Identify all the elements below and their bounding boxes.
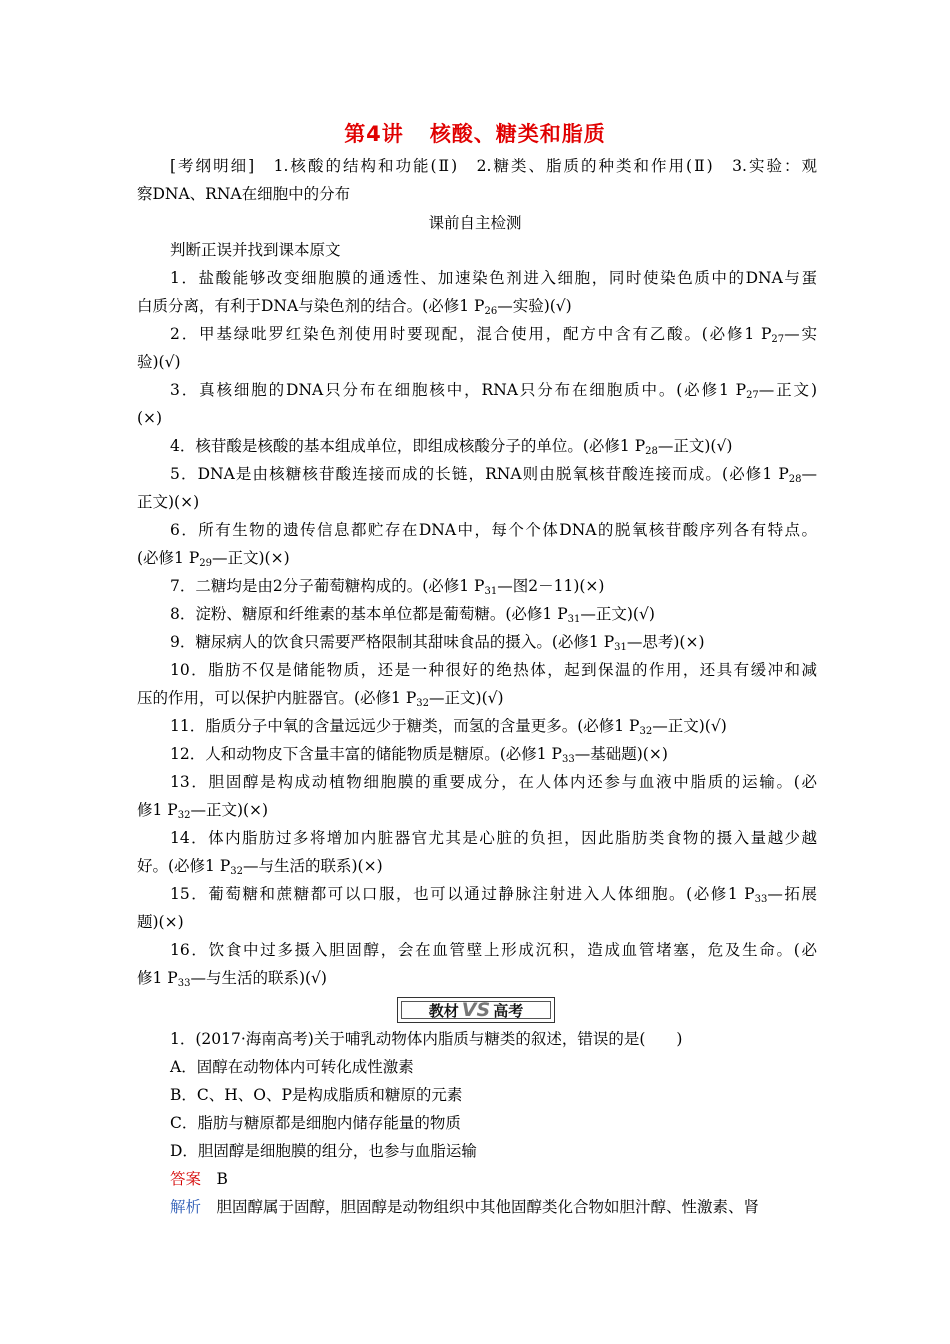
item-5-line-1: 5．DNA是由核糖核苷酸连接而成的长链，RNA则由脱氧核苷酸连接而成。(必修1 $P_{28}—$ <box>170 465 817 485</box>
option-c: C．脂肪与糖原都是细胞内储存能量的物质 <box>170 1114 461 1132</box>
analysis-label: 解析 <box>170 1198 202 1216</box>
answer-value: B <box>216 1170 228 1188</box>
lecture-number: 第4讲 <box>344 122 404 146</box>
item-12-line-1: 12．人和动物皮下含量丰富的储能物质是糖原。(必修1 $P_{33}—$基础题)(×) <box>170 745 668 765</box>
analysis-line <box>170 1197 817 1217</box>
answer-line <box>170 1169 817 1189</box>
item-9-line-1: 9．糖尿病人的饮食只需要严格限制其甜味食品的摄入。(必修1 $P_{31}—$思考)(×) <box>170 633 705 653</box>
item-11-line-1: 11．脂质分子中氧的含量远远少于糖类，而氢的含量更多。(必修1 $P_{32}—$正文)(√) <box>170 717 727 737</box>
subsection-title: 判断正误并找到课本原文 <box>170 241 341 259</box>
question-stem: 1．(2017·海南高考)关于哺乳动物体内脂质与糖类的叙述，错误的是( ) <box>170 1030 683 1048</box>
outline-line-2: 察DNA、RNA在细胞中的分布 <box>137 185 351 203</box>
item-14-line-2: 好。(必修1 $P_{32}—$与生活的联系)(×) <box>137 857 383 877</box>
item-15-line-1: 15．葡萄糖和蔗糖都可以口服，也可以通过静脉注射进入人体细胞。(必修1 $P_{33}—$拓展 <box>170 885 817 905</box>
item-8-line-1: 8．淀粉、糖原和纤维素的基本单位都是葡萄糖。(必修1 $P_{31}—$正文)(√) <box>170 605 655 625</box>
item-1-line-2: 白质分离，有利于DNA与染色剂的结合。(必修1 $P_{26}—$实验)(√) <box>137 297 572 317</box>
item-16-line-1: 16．饮食中过多摄入胆固醇，会在血管壁上形成沉积，造成血管堵塞，危及生命。(必 <box>170 941 817 959</box>
item-10-line-1: 10．脂肪不仅是储能物质，还是一种很好的绝热体，起到保温的作用，还具有缓冲和减 <box>170 661 817 679</box>
item-13-line-2: 修1 $P_{32}—$正文)(×) <box>137 801 269 821</box>
badge-textbook-label: 教材 <box>428 1001 459 1020</box>
item-15-line-2: 题)(×) <box>137 913 184 931</box>
item-13-line-1: 13．胆固醇是构成动植物细胞膜的重要成分，在人体内还参与血液中脂质的运输。(必 <box>170 773 817 791</box>
textbook-vs-exam-badge <box>397 997 555 1023</box>
section-title: 课前自主检测 <box>428 214 522 232</box>
item-3-line-2: (×) <box>137 409 163 427</box>
outline-line-1: [考纲明细] 1.核酸的结构和功能(Ⅱ) 2.糖类、脂质的种类和作用(Ⅱ) 3.实验：观 <box>170 157 817 175</box>
item-6-line-1: 6．所有生物的遗传信息都贮存在DNA中，每个个体DNA的脱氧核苷酸序列各有特点。 <box>170 521 817 539</box>
badge-vs-label: VS <box>461 999 491 1021</box>
answer-label: 答案 <box>170 1170 202 1188</box>
analysis-text: 胆固醇属于固醇，胆固醇是动物组织中其他固醇类化合物如胆汁醇、性激素、肾 <box>216 1198 760 1216</box>
item-6-line-2: (必修1 $P_{29}—$正文)(×) <box>137 549 290 569</box>
page-title <box>0 118 950 148</box>
option-d: D．胆固醇是细胞膜的组分，也参与血脂运输 <box>170 1142 477 1160</box>
item-5-line-2: 正文)(×) <box>137 493 200 511</box>
item-4-line-1: 4．核苷酸是核酸的基本组成单位，即组成核酸分子的单位。(必修1 $P_{28}—$正文)(√) <box>170 437 733 457</box>
item-7-line-1: 7．二糖均是由2分子葡萄糖构成的。(必修1 $P_{31}—$图2－11)(×) <box>170 577 605 597</box>
item-3-line-1: 3．真核细胞的DNA只分布在细胞核中，RNA只分布在细胞质中。(必修1 $P_{27}—$正文) <box>170 381 817 401</box>
option-a: A．固醇在动物体内可转化成性激素 <box>170 1058 414 1076</box>
option-b: B．C、H、O、P是构成脂质和糖原的元素 <box>170 1086 463 1104</box>
item-14-line-1: 14．体内脂肪过多将增加内脏器官尤其是心脏的负担，因此脂肪类食物的摄入量越少越 <box>170 829 817 847</box>
item-2-line-1: 2．甲基绿吡罗红染色剂使用时要现配，混合使用，配方中含有乙酸。(必修1 $P_{27}—$实 <box>170 325 817 345</box>
item-16-line-2: 修1 $P_{33}—$与生活的联系)(√) <box>137 969 327 989</box>
badge-exam-label: 高考 <box>493 1001 524 1020</box>
lecture-topic: 核酸、糖类和脂质 <box>429 122 606 146</box>
item-2-line-2: 验)(√) <box>137 353 181 371</box>
item-10-line-2: 压的作用，可以保护内脏器官。(必修1 $P_{32}—$正文)(√) <box>137 689 504 709</box>
item-1-line-1: 1．盐酸能够改变细胞膜的通透性、加速染色剂进入细胞，同时使染色质中的DNA与蛋 <box>170 269 817 287</box>
